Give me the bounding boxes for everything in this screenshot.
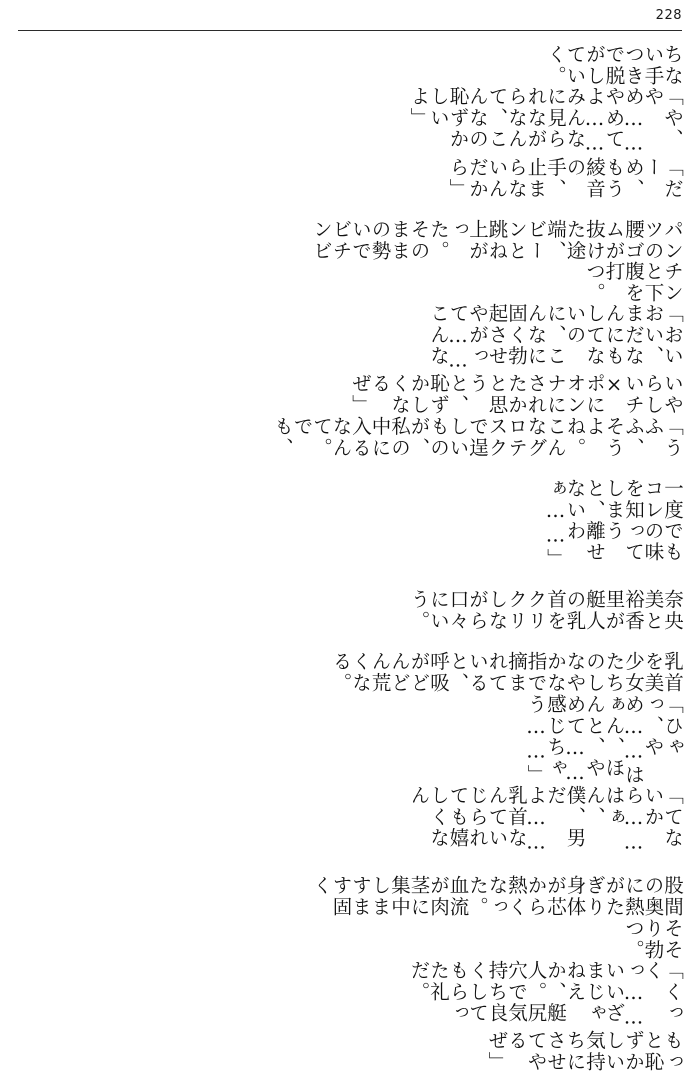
text-line: 乳首を美少女たちのしなやかな指で摘まれていると、呼吸がどんどん荒くなる。	[329, 651, 684, 694]
text-line: 「くっくっ……いいざまじゃねえか、艇人。尻穴で気持ち良くしてもらった礼だ。	[407, 959, 684, 1031]
page-number: 228	[655, 8, 682, 23]
text-line: ちない手つきで脱がしていく。	[544, 44, 684, 87]
page-text-body	[20, 44, 684, 1072]
text-line: いやらしいチ×ポにオンナにされたかと思うと、恥ずかしくなるぜ」	[349, 373, 684, 416]
text-line: 「や、やめ……やめてよ……みんなに見られながらなんて、こんなの恥ずかしいよ」	[407, 86, 684, 157]
text-line: 「てないから……はぁん、僕、男だよ……乳首なんていじられても嬉しくなん	[407, 785, 684, 856]
text-line: そそり勃つ。	[622, 917, 684, 960]
text-line: 一度でもコレの味を知ってしまうと、離せないわぁ……」	[544, 477, 684, 570]
text-line: 「ひゃっ、やめ……はぁん、ほんと、やめて……感じちゃう……」	[524, 693, 684, 786]
text-line: パンツの腰ゴムが抜けた途端、ビーンと跳ね上がった。そのままの勢いでビチンビ	[310, 218, 684, 261]
header-rule	[18, 30, 682, 31]
text-line: 「だーめ、もう綾音の手、止まらないんだから」	[446, 156, 684, 199]
text-line: 奈央美と裕香里が艇人の乳首をクリクリしながら口々にいう。	[407, 589, 684, 632]
text-line: 股間の奥に熱がたぎり身体が芯から熱くなった。血流が肉茎に集中しますます固く	[310, 875, 684, 918]
text-line: 「うふふ、そうよね。こんなグロテスクで逞しいものが、私の中に入るなんて。でも、	[271, 415, 684, 458]
text-line: チンと下腹を打つ。	[583, 260, 684, 304]
text-line: 「おいおい、まだなんにもしてないのに、こんなに固く勃起させやがって……こんな	[427, 303, 684, 374]
text-line: もっと恥ずかしい気持ちにさせてやるぜ」	[485, 1030, 684, 1072]
